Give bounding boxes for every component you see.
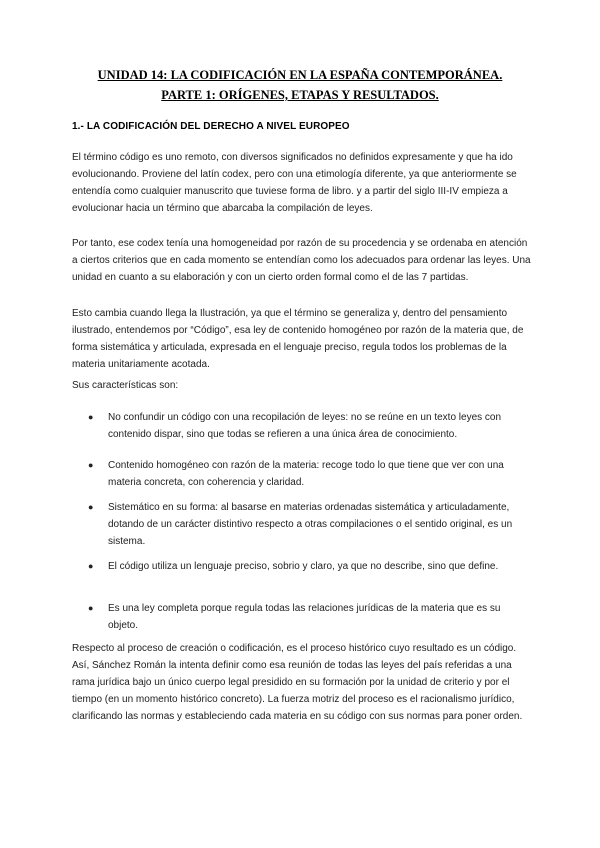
list-item-text: No confundir un código con una recopilación de leyes: no se reúne en un texto leyes con contenido dispar, sino que todas se refieren a una única área de conocimiento. [108, 412, 502, 440]
bullet-icon: ● [88, 603, 94, 613]
closing-paragraph: Respecto al proceso de creación o codificación, es el proceso histórico cuyo resultado es un código. Así, Sánchez Román la intenta definir como esa reunión de todas las leyes del país referidas a una rama jurídica bajo un único cuerpo legal presidido en su formación por la unidad de criterio y por el tiempo (en un momento histórico concreto). La fuerza motriz del proceso es el racionalismo jurídico, clarificando las normas y estableciendo cada materia en su código con sus normas para poner orden. [72, 643, 523, 722]
list-item [72, 499, 532, 550]
list-item-text: Es una ley completa porque regula todas las relaciones jurídicas de la materia que es su objeto. [108, 603, 501, 631]
bullet-icon: ● [88, 561, 94, 571]
document-title-line-1: UNIDAD 14: LA CODIFICACIÓN EN LA ESPAÑA CONTEMPORÁNEA. [97, 68, 503, 82]
paragraph-4: Sus características son: [72, 380, 179, 391]
list-item-text: El código utiliza un lenguaje preciso, sobrio y claro, ya que no describe, sino que define. [108, 561, 499, 572]
list-item-text: Contenido homogéneo con razón de la materia: recoge todo lo que tiene que ver con una materia concreta, con coherencia y claridad. [108, 460, 504, 488]
bullet-icon: ● [88, 460, 94, 470]
list-item [72, 558, 532, 575]
list-item [72, 600, 532, 634]
paragraph-3: Esto cambia cuando llega la Ilustración, ya que el término se generaliza y, dentro del pensamiento ilustrado, entendemos por “Código”, esa ley de contenido homogéneo por razón de la materia que, de forma sistemática y articulada, expresada en el lenguaje preciso, regula todos los problemas de la materia unitariamente acotada. [72, 308, 524, 370]
list-item [72, 457, 532, 491]
list-item-text: Sistemático en su forma: al basarse en materias ordenadas sistemática y articuladamente, dotando de un carácter distintivo respecto a otras compilaciones o el sentido original, es un sistema. [108, 502, 513, 547]
bullet-icon: ● [88, 502, 94, 512]
paragraph-2: Por tanto, ese codex tenía una homogeneidad por razón de su procedencia y se ordenaba en atención a ciertos criterios que en cada momento se entendían como los adecuados para ordenar las leyes. Una unidad en cuanto a su elaboración y con un cierto orden formal como el de las 7 partidas. [72, 238, 531, 283]
list-item [72, 409, 532, 443]
document-title-line-2: PARTE 1: ORÍGENES, ETAPAS Y RESULTADOS. [161, 88, 439, 102]
section-heading: 1.- LA CODIFICACIÓN DEL DERECHO A NIVEL EUROPEO [72, 121, 350, 132]
bullet-icon: ● [88, 412, 94, 422]
paragraph-1: El término código es uno remoto, con diversos significados no definidos expresamente y que ha ido evolucionando. Proviene del latín codex, pero con una etimología diferente, ya que anteriormente se entendía como cualquier manuscrito que tuviese forma de libro. y a partir del siglo III-IV empieza a evolucionar hacia un término que abarcaba la compilación de leyes. [72, 152, 517, 214]
